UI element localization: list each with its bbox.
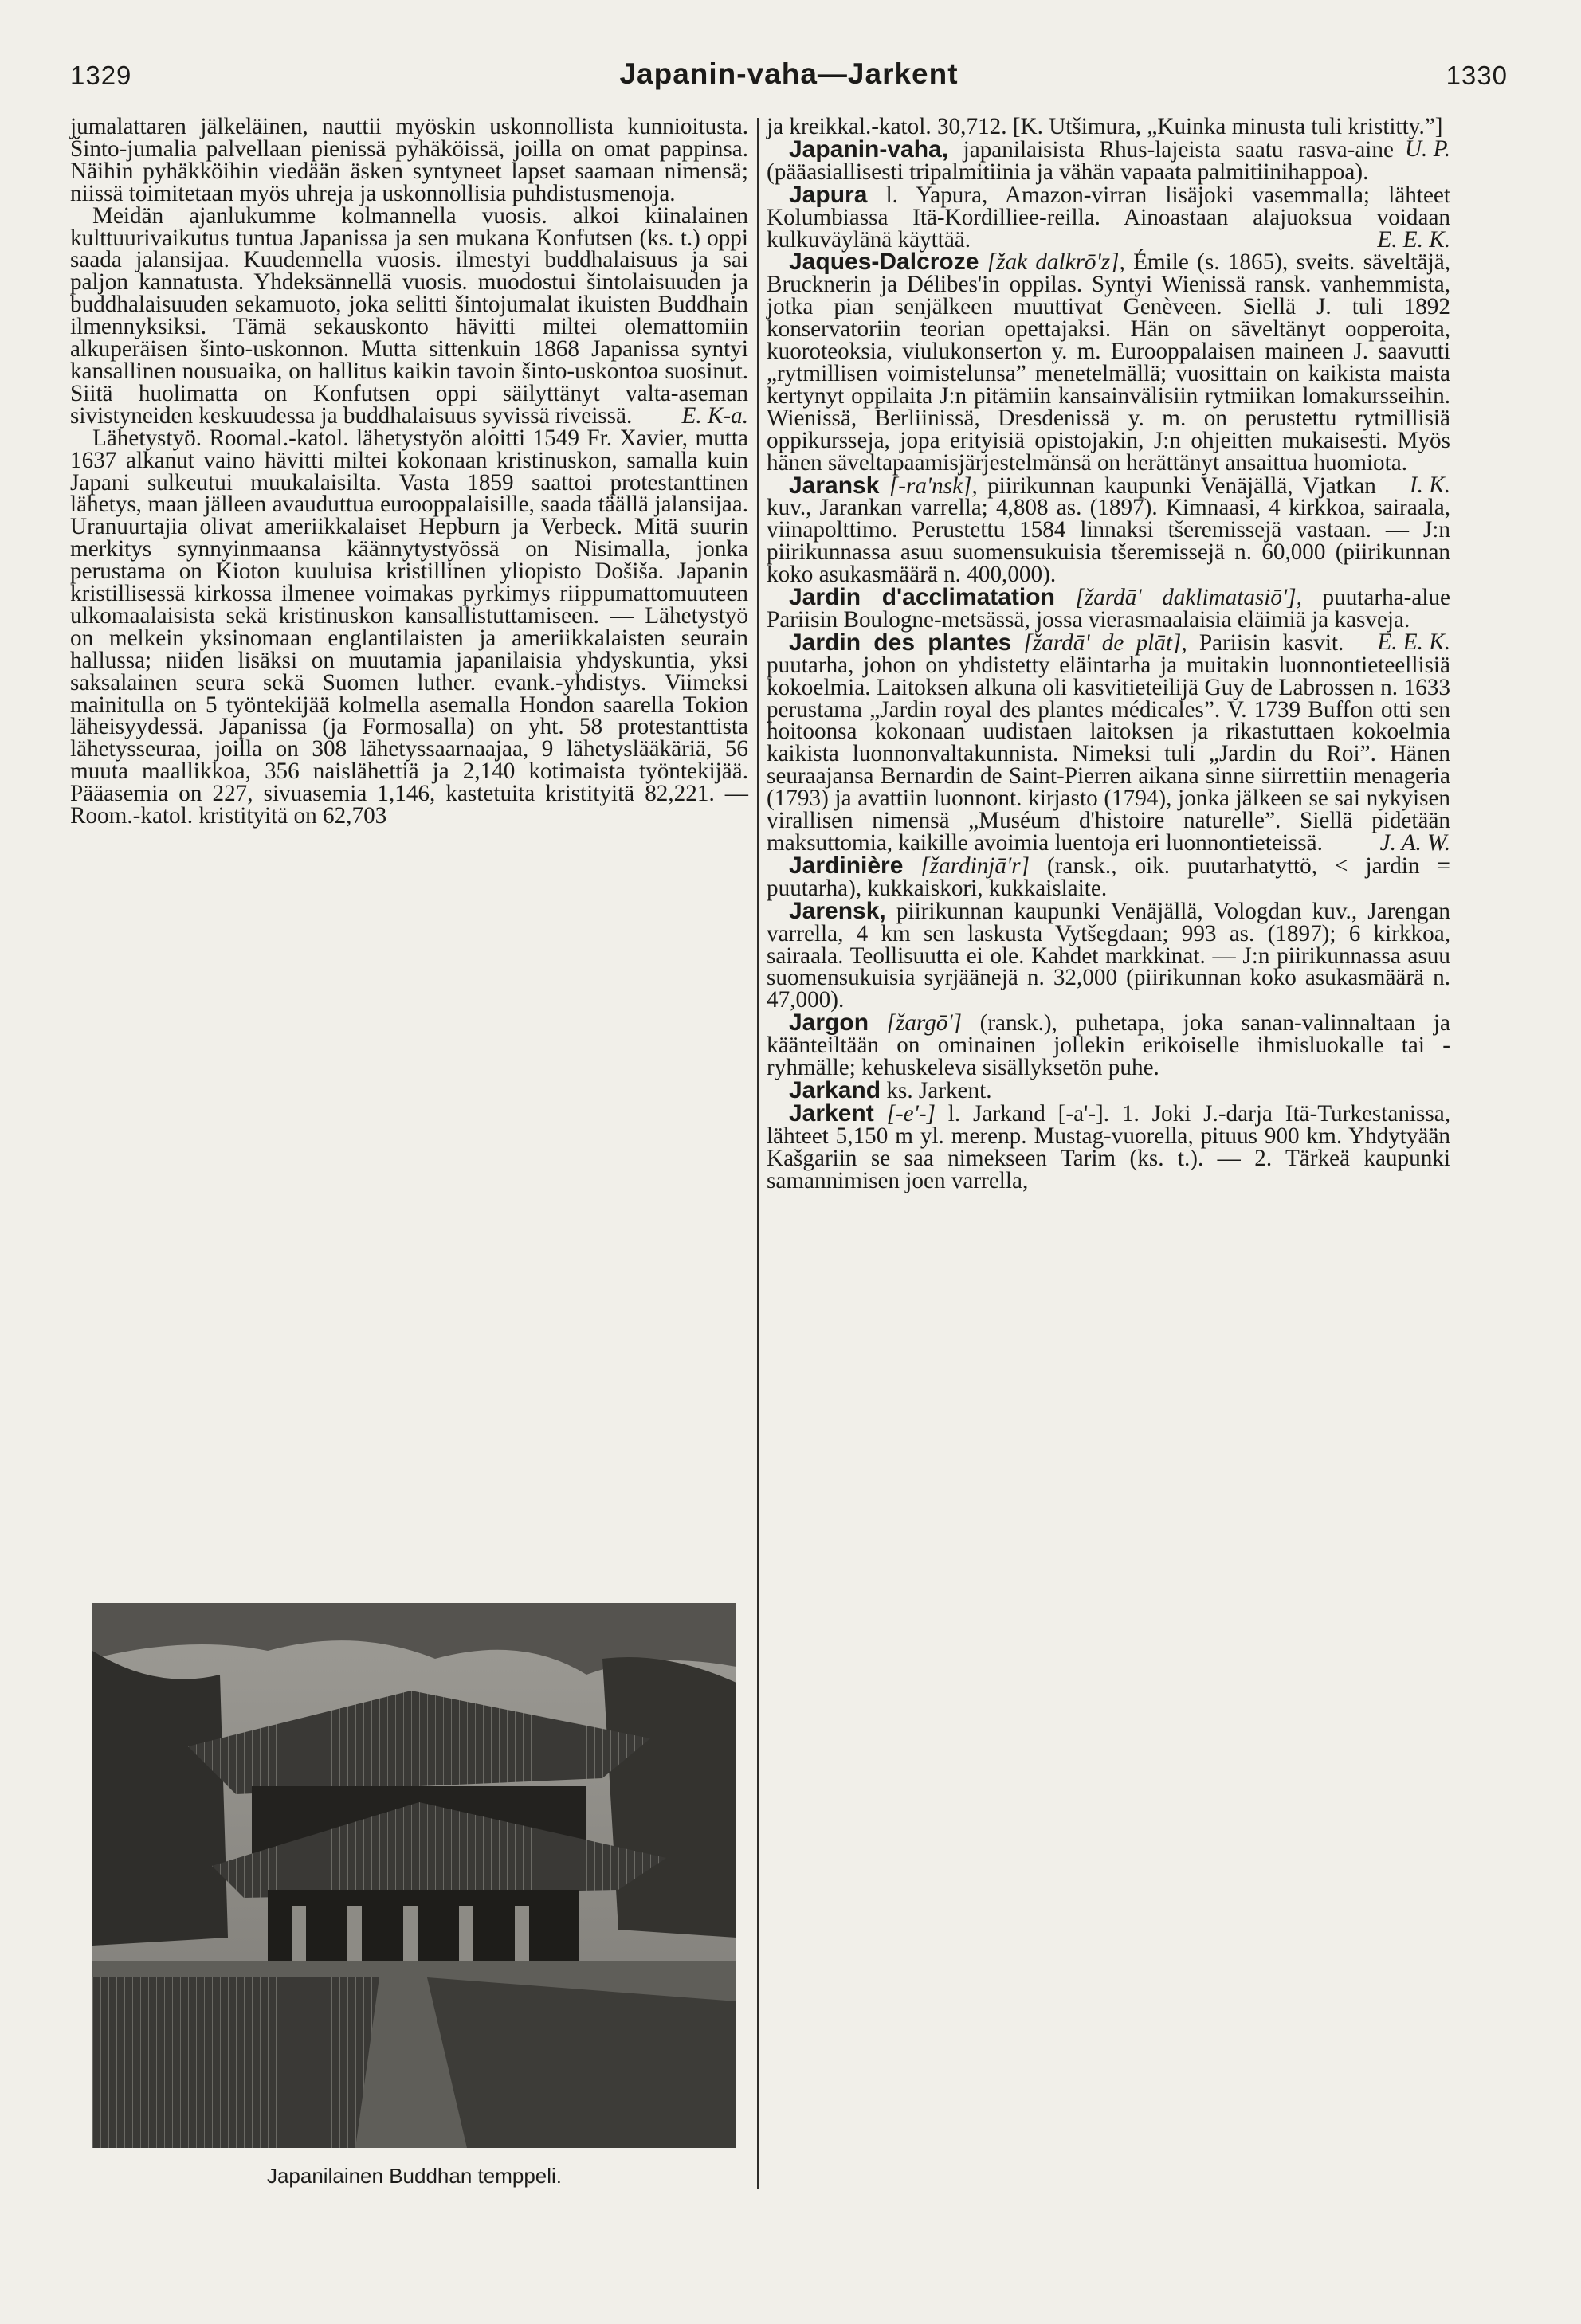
headword: Jaransk — [789, 472, 880, 499]
entry-japura: Japura l. Yapura, Amazon-virran lisäjoki vasemmalla; lähteet Kolumbiassa Itä-Kordilliee-reilla. Ainoastaan alajuoksua voidaan kulkuväylänä käyttää. E. E. K. — [767, 181, 1450, 253]
running-head: Japanin-vaha—Jarkent — [619, 57, 959, 90]
paragraph: Meidän ajanlukumme kolmannella vuosis. alkoi kiinalainen kulttuurivaikutus tuntua Japanissa ja sen mukana Konfutsen (ks. t.) oppi saada jalansijaa. Kuudennella vuosis. ilmestyi buddhalaisuus ja sai paljon kannatusta. Yhdeksännellä vuosis. muodostui šintolaisuuden ja buddhalaisuuden sekamuoto, joka selitti šintojumalat ikuisten Buddhain ilmennyksiksi. Tämä sekauskonto hävitti miltei olemattomiin alkuperäisen šinto-uskonnon. Mutta sittenkuin 1868 Japanissa syntyi kansallinen nousuaika, on hallitus kaikin tavoin šinto-uskontoa suosinut. Siitä huolimatta on Konfutsen oppi säilyttänyt valta-aseman sivistyneiden keskuudessa ja buddhalaisuus syvissä riveissä. E. K-a. — [70, 202, 748, 429]
author-signature: E. E. K. — [1377, 629, 1450, 655]
pronunciation: [žak dalkrō'z], — [979, 249, 1125, 276]
headword: Jardin des plantes — [789, 629, 1012, 656]
entry-jardiniere: Jardinière [žardinjā'r] (ransk., oik. puutarhatyttö, < jardin = puutarha), kukkaiskori, kukkaislaite. — [767, 852, 1450, 901]
pronunciation: [žardā' de plāt], — [1011, 629, 1187, 656]
temple-illustration — [92, 1603, 736, 2148]
pronunciation: [žargō'] — [869, 1010, 962, 1037]
pronunciation: [-ra'nsk], — [879, 472, 978, 499]
headword: Japanin-vaha, — [789, 135, 949, 163]
author-signature: U. P. — [1404, 135, 1450, 162]
headword: Jarensk, — [789, 897, 886, 924]
page-number-left: 1329 — [70, 61, 132, 90]
entry-jaransk: Jaransk [-ra'nsk], piirikunnan kaupunki Venäjällä, Vjatkan kuv., Jarankan varrella; 4,808 as. (1897). Kimnaasi, 4 kirkkoa, sairaala, viinapolttimo. Perustettu 1584 linnaksi tšeremissejä vastaan. — J:n piirikunnassa asuu suomensukuisia tšeremissejä n. 60,000 (piirikunnan koko asukasmäärä n. 400,000). — [767, 472, 1450, 588]
author-signature: J. A. W. — [1379, 830, 1450, 856]
headword: Jardin d'acclimatation — [789, 584, 1055, 611]
paragraph: Lähetystyö. Roomal.-katol. lähetystyön aloitti 1549 Fr. Xavier, mutta 1637 alkanut vaino hävitti miltei kokonaan kristinuskon, samalla kuin Japani sulkeutui muukalaisilta. Vasta 1859 saattoi protestanttinen lähetys, maan jälleen avauduttua eurooppalaisille, saada täällä jalansijaa. Uranuurtajia olivat ameriikkalaiset Hepburn ja Verbeck. Mitä suurin merkitys synnyinmaansa käännytystyössä on Nisimalla, jonka perustama on Kioton kuuluisa kristillinen yliopisto Došiša. Japanin kristillisessä kirkossa ilmenee voimakas pyrkimys riippumattomuuteen ulkomaalaisista sekä kristinuskon kansallistuttamiseen. — Lähetystyö on melkein yksinomaan englantilaisten ja ameriikkalaisten seurain hallussa; niiden lisäksi on muutamia japanilaisia yhdyskuntia, yksi saksalainen seura sekä Suomen luther. evank.-yhdistys. Viimeksi mainitulla on 5 työntekijää kolmella asemalla Hondon saarella Tokion läheisyydessä. Japanissa (ja Formosalla) on yht. 58 protestanttista lähetysseuraa, joilla on 308 lähetyssaarnaajaa, 9 lähetyslääkäriä, 56 muuta maallikkoa, 356 naislähettiä ja 2,140 kotimaista työntekijää. Pääasemia on 227, sivuasemia 1,146, kastetuita kristityitä 82,221. — Room.-katol. kristityitä on 62,703 — [70, 425, 748, 829]
headword: Jarkent — [789, 1099, 874, 1127]
page-header — [70, 57, 1508, 100]
paragraph: ja kreikkal.-katol. 30,712. [K. Utšimura, „Kuinka minusta tuli kristitty.”] U. P. — [767, 114, 1450, 162]
column-divider — [757, 118, 759, 2189]
entry-japanin-vaha: Japanin-vaha, japanilaisista Rhus-lajeista saatu rasva-aine (pääasiallisesti tripalmitiinia ja vähän vapaata palmitiinihappoa). — [767, 135, 1394, 185]
entry-jarensk: Jarensk, piirikunnan kaupunki Venäjällä, Vologdan kuv., Jarengan varrella, 4 km sen laskusta Vytšegdaan; 993 as. (1897); 6 kirkkoa, sairaala. Teollisuutta ei ole. Kahdet markkinat. — J:n piirikunnassa asuu suomensukuisia syrjäänejä n. 32,000 (piirikunnan koko asukasmäärä n. 47,000). — [767, 897, 1450, 1013]
author-signature: E. K-a. — [681, 402, 748, 429]
right-column — [767, 116, 1450, 1193]
entry-jarkent: Jarkent [-e'-] l. Jarkand [-a'-]. 1. Joki J.-darja Itä-Turkestanissa, lähteet 5,150 m yl. merenp. Mustag-vuorella, pituus 900 km. Yhdytyään Kašgariin se saa nimekseen Tarim (ks. t.). — 2. Tärkeä kaupunki samannimisen joen varrella, — [767, 1099, 1450, 1193]
paragraph: jumalattaren jälkeläinen, nauttii myöskin uskonnollista kunnioitusta. Šinto-jumalia palvellaan pienissä pyhäköissä, joilla on omat pappinsa. Näihin pyhäkköihin viedään äsken syntyneet lapset saamaan nimensä; niissä toimitetaan myös uhreja ja uskonnollisia puhdistusmenoja. — [70, 114, 748, 206]
author-signature: E. E. K. — [1377, 226, 1450, 253]
pronunciation: [žardinjā'r] — [903, 852, 1030, 879]
headword: Jargon — [789, 1009, 869, 1037]
pronunciation: [-e'-] — [873, 1100, 936, 1127]
figure-caption: Japanilainen Buddhan temppeli. — [266, 2164, 563, 2188]
headword: Jarkand — [789, 1076, 881, 1103]
headword: Jardinière — [789, 852, 904, 879]
entry-jardin-des-plantes: Jardin des plantes [žardā' de plāt], Pariisin kasvit. puutarha, johon on yhdistetty eläintarha ja muitakin luonnontieteellisiä kokoelmia. Laitoksen alkuna oli kasvitieteilijä Guy de Labrossen n. 1633 perustama „Jardin royal des plantes médicales”. V. 1739 Buffon otti sen hoitoonsa kokonaan uudistaen laitoksen ja rikastuttaen kokoelmia kaikista luonnonvaltakunnista. Nimeksi tuli „Jardin du Roi”. Hänen seuraajansa Bernardin de Saint-Pierren aikana sinne siirrettiin menageria (1793) ja avattiin luonnont. kirjasto (1794), jonka jälkeen se sai nykyisen virallisen nimensä „Muséum d'histoire naturelle”. Siellä pidetään maksuttomia, kaikille avoimia luentoja eri luonnontieteissä. J. A. W. — [767, 629, 1450, 856]
pronunciation: [žardā' daklimatasiō'], — [1054, 585, 1302, 611]
entry-jardin-acclimatation: Jardin d'acclimatation [žardā' daklimatasiō'], puutarha-alue Pariisin Boulogne-metsässä, jossa vierasmaalaisia eläimiä ja kasveja. E. E. K. — [767, 584, 1450, 655]
page-number-right: 1330 — [1446, 61, 1508, 90]
left-column — [70, 116, 748, 828]
entry-jargon: Jargon [žargō'] (ransk.), puhetapa, joka sanan-valinnaltaan ja käänteiltään on ominainen jollekin erikoiselle ihmisluokalle tai -ryhmälle; kehuskeleva sisällyksetön puhe. — [767, 1009, 1450, 1081]
entry-jarkand: Jarkand ks. Jarkent. — [789, 1076, 992, 1103]
headword: Japura — [789, 181, 868, 208]
entry-jaques-dalcroze: Jaques-Dalcroze [žak dalkrō'z], Émile (s. 1865), sveits. säveltäjä, Brucknerin ja Délibes'in oppilas. Syntyi Wienissä ransk. vanhemmista, jotka pian senjälkeen muuttivat Genèveen. Siellä J. tuli 1892 konservatoriin teorian opettajaksi. Hän on säveltänyt oopperoita, kuoroteoksia, viulukonserton y. m. Eurooppalaisen maineen J. saavutti „rytmillisen voimistelunsa” menetelmällä; vuosittain on kaikista maista kertynyt oppilaita J:n pitämiin kansainvälisiin rytmiikan lomakursseihin. Wienissä, Berliinissä, Dresdenissä y. m. on perustettu rytmillisiä oppikursseja, jopa erityisiä opistojakin, J:n ohjeitten mukaisesti. Myös hänen säveltapaamisjärjestelmänsä on herättänyt ansaittua huomiota. I. K. — [767, 249, 1450, 498]
temple-photo — [92, 1603, 736, 2148]
headword: Jaques-Dalcroze — [789, 249, 979, 276]
author-signature: I. K. — [1409, 472, 1450, 498]
